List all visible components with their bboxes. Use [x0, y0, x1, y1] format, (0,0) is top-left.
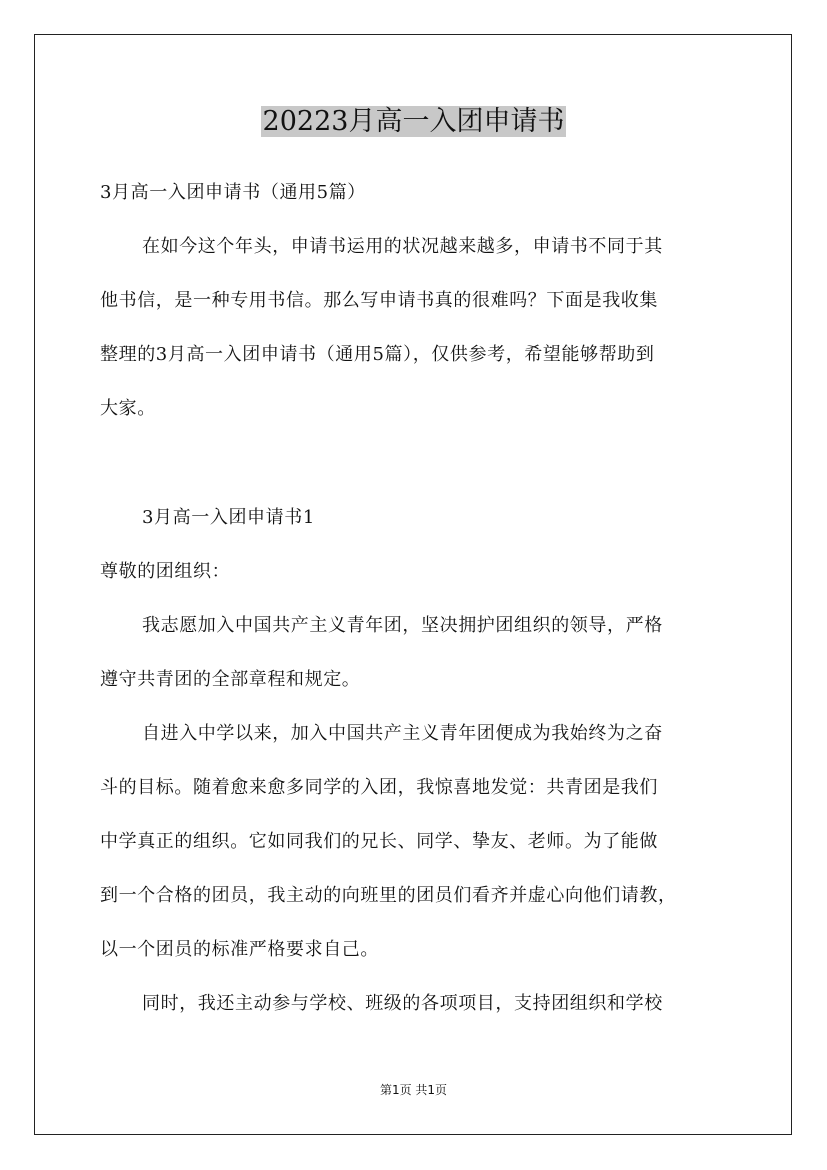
paragraph1-line-2: 遵守共青团的全部章程和规定。 [100, 669, 361, 690]
document-title: 20223月高一入团申请书 [262, 106, 565, 137]
paragraph2-line-3: 中学真正的组织。它如同我们的兄长、同学、挚友、老师。为了能做 [100, 831, 658, 852]
paragraph1-line-1: 我志愿加入中国共产主义青年团，坚决拥护团组织的领导，严格 [142, 615, 663, 636]
paragraph2-line-5: 以一个团员的标准严格要求自己。 [100, 939, 379, 960]
paragraph2-line-4: 到一个合格的团员，我主动的向班里的团员们看齐并虚心向他们请教， [100, 885, 677, 906]
paragraph2-line-1: 自进入中学以来，加入中国共产主义青年团便成为我始终为之奋 [142, 723, 663, 744]
page-footer [0, 1082, 827, 1098]
intro-line-1: 在如今这个年头，申请书运用的状况越来越多，申请书不同于其 [142, 236, 663, 257]
document-subtitle: 3月高一入团申请书（通用5篇） [100, 182, 366, 203]
intro-line-3: 整理的3月高一入团申请书（通用5篇），仅供参考，希望能够帮助到 [100, 344, 655, 365]
intro-line-4: 大家。 [100, 398, 156, 419]
paragraph3-line-1: 同时，我还主动参与学校、班级的各项项目，支持团组织和学校 [142, 993, 663, 1014]
page-indicator: 第1页 共1页 [379, 1083, 448, 1097]
intro-line-2: 他书信，是一种专用书信。那么写申请书真的很难吗？下面是我收集 [100, 290, 658, 311]
salutation: 尊敬的团组织： [100, 561, 231, 582]
section-heading: 3月高一入团申请书1 [142, 507, 315, 528]
paragraph2-line-2: 斗的目标。随着愈来愈多同学的入团，我惊喜地发觉：共青团是我们 [100, 777, 658, 798]
